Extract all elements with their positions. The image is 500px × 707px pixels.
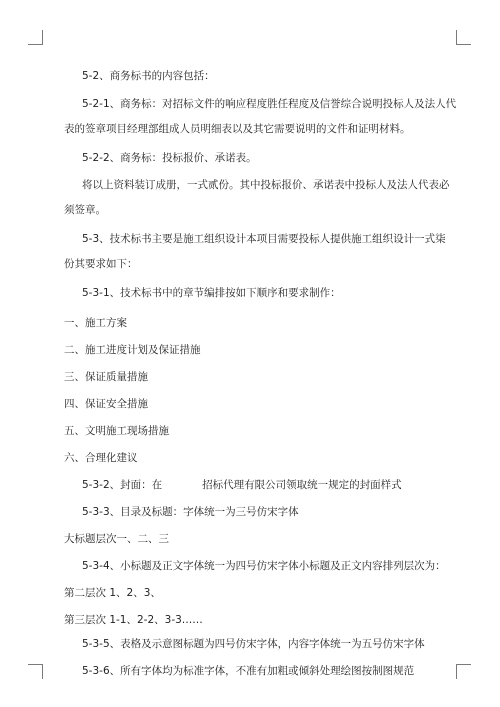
list-item: 四、保证安全措施	[64, 398, 148, 410]
paragraph-line: 5-3-5、表格及示意图标题为四号仿宋字体，内容字体统一为五号仿宋字体	[82, 638, 425, 650]
crop-mark-bottom-left	[28, 664, 43, 679]
section-heading: 5-3、技术标书主要是施工组织设计本项目需要投标人提供施工组织设计一式柒	[82, 233, 446, 245]
cover-text: 招标代理有限公司领取统一规定的封面样式	[202, 479, 402, 491]
paragraph-line: 5-3-4、小标题及正文字体统一为四号仿宋字体小标题及正文内容排列层次为：	[82, 560, 446, 572]
paragraph-line: 第三层次 1-1、2-2、3-3……	[64, 614, 203, 626]
list-item: 一、施工方案	[64, 317, 127, 329]
paragraph-line: 5-3-6、所有字体均为标准字体，不准有加粗或倾斜处理绘图按制图规范	[82, 665, 415, 677]
list-item: 五、文明施工现场措施	[64, 425, 169, 437]
list-item: 六、合理化建议	[64, 452, 138, 464]
paragraph-line: 5-2-1、商务标：对招标文件的响应程度胜任程度及信誉综合说明投标人及法人代	[82, 98, 457, 110]
paragraph-line: 5-3-1、技术标书中的章节编排按如下顺序和要求制作：	[82, 287, 341, 299]
paragraph-line: 将以上资料装订成册，一式贰份。其中投标报价、承诺表中投标人及法人代表必	[82, 179, 450, 191]
crop-mark-top-right	[456, 30, 471, 45]
list-item: 二、施工进度计划及保证措施	[64, 344, 201, 356]
paragraph-line: 5-3-3、目录及标题：字体统一为三号仿宋字体	[82, 506, 299, 518]
paragraph-line: 表的签章项目经理部组成人员明细表以及其它需要说明的文件和证明材料。	[64, 123, 411, 135]
paragraph-line: 份其要求如下：	[64, 258, 138, 270]
paragraph-line	[64, 473, 462, 498]
paragraph-line: 第二层次 1、2、3、	[64, 587, 161, 599]
section-heading: 5-2、商务标书的内容包括：	[82, 70, 215, 82]
cover-label: 5-3-2、封面：在	[82, 479, 163, 491]
paragraph-line: 5-2-2、商务标：投标报价、承诺表。	[82, 152, 257, 164]
crop-mark-top-left	[28, 30, 43, 45]
paragraph-line: 大标题层次一、二、三	[64, 533, 169, 545]
paragraph-line: 须签章。	[64, 204, 106, 216]
list-item: 三、保证质量措施	[64, 371, 148, 383]
